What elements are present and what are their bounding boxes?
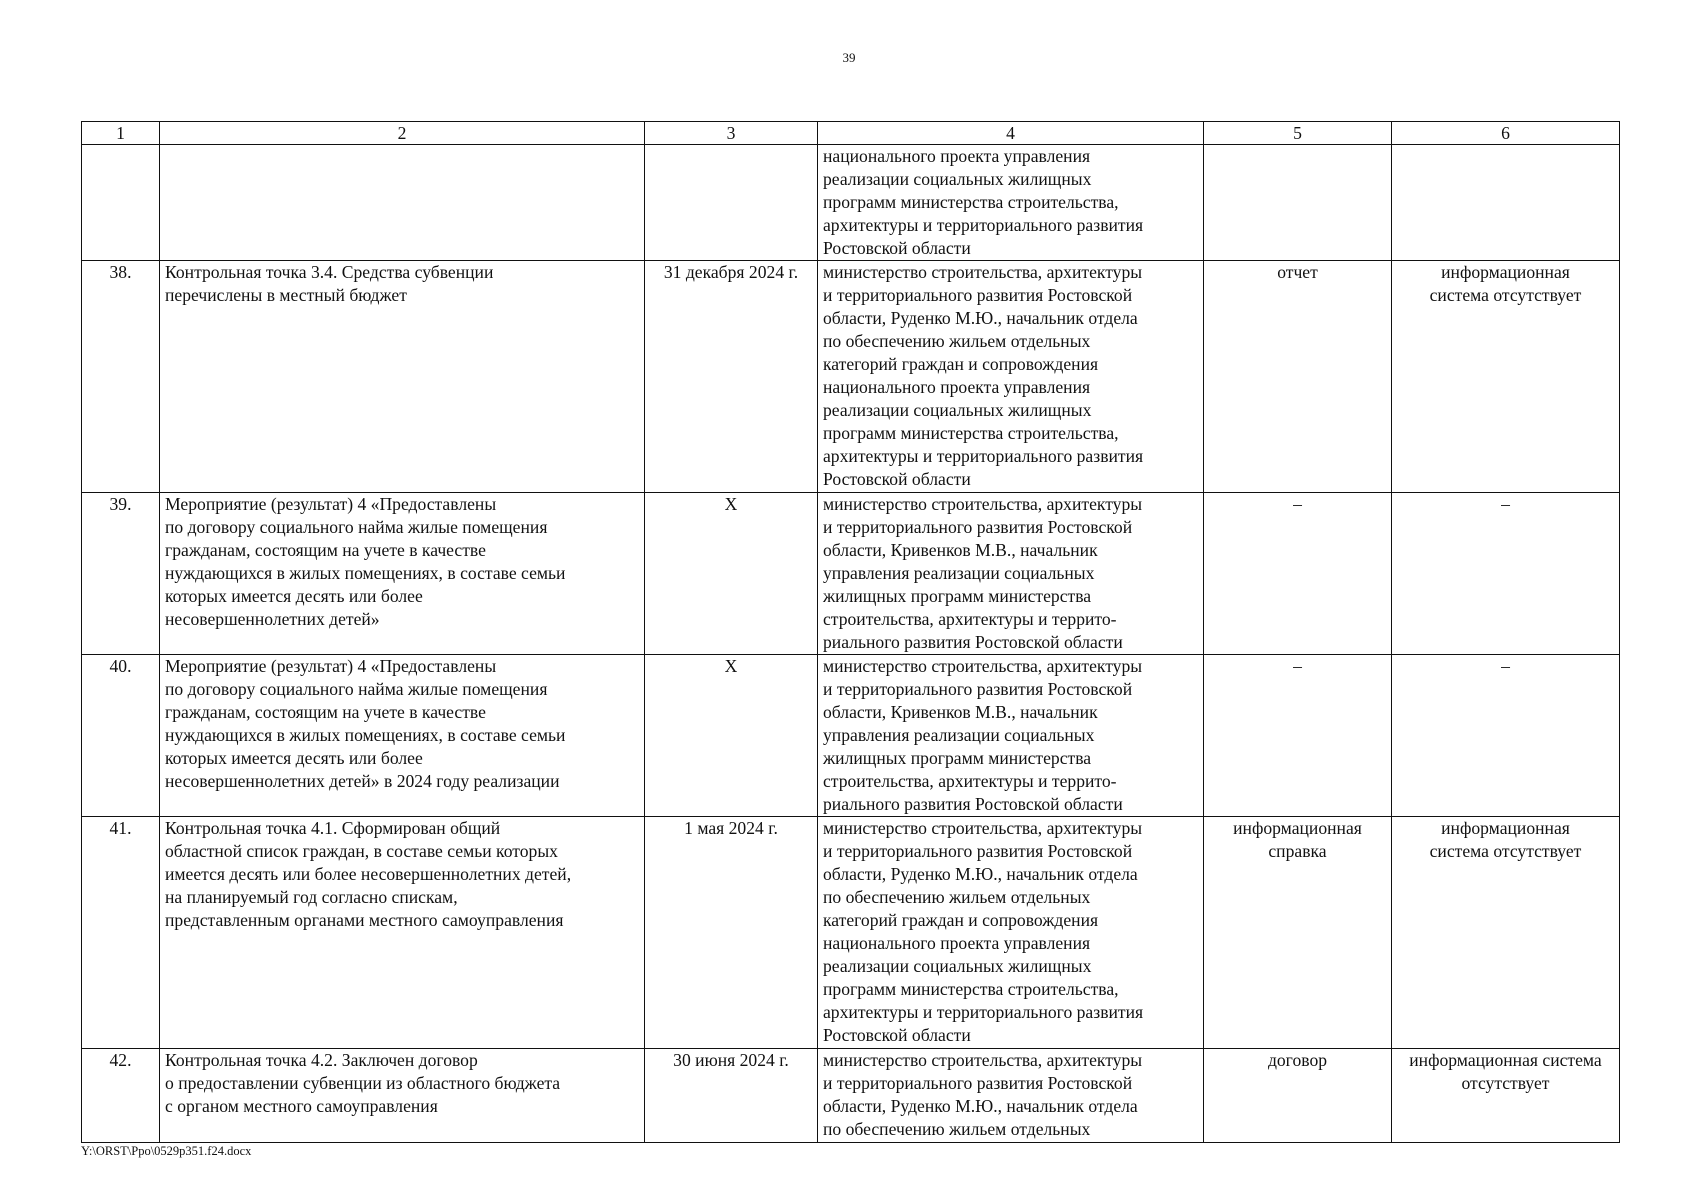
document-type xyxy=(1204,145,1392,261)
table-row xyxy=(82,261,1620,493)
information-system: – xyxy=(1392,655,1620,817)
information-system: – xyxy=(1392,493,1620,655)
column-header: 2 xyxy=(160,122,645,145)
file-path-footer: Y:\ORST\Ppo\0529p351.f24.docx xyxy=(81,1144,252,1158)
information-system: информационная система отсутствует xyxy=(1392,817,1620,1049)
row-number: 41. xyxy=(82,817,160,1049)
document-type: информационная справка xyxy=(1204,817,1392,1049)
column-header: 5 xyxy=(1204,122,1392,145)
measure-name: Мероприятие (результат) 4 «Предоставлены по договору социального найма жилые помещения гражданам, состоящим на учете в качестве нуждающихся в жилых помещениях, в составе семьи которых имеется десять или более несовершеннолетних детей» в 2024 году реализации xyxy=(160,655,645,817)
document-type: – xyxy=(1204,493,1392,655)
table-row xyxy=(82,145,1620,261)
table-row xyxy=(82,1049,1620,1143)
deadline: 31 декабря 2024 г. xyxy=(645,261,818,493)
row-number xyxy=(82,145,160,261)
deadline: X xyxy=(645,655,818,817)
table-row xyxy=(82,655,1620,817)
deadline: 30 июня 2024 г. xyxy=(645,1049,818,1143)
measure-name: Контрольная точка 3.4. Средства субвенции перечислены в местный бюджет xyxy=(160,261,645,493)
responsible: министерство строительства, архитектуры и территориального развития Ростовской области, Руденко М.Ю., начальник отдела по обеспечению жильем отдельных категорий граждан и сопровождения национального проекта управления реализации социальных жилищных программ министерства строительства, архитектуры и территориального развития Ростовской области xyxy=(818,261,1204,493)
deadline xyxy=(645,145,818,261)
row-number: 38. xyxy=(82,261,160,493)
column-header: 1 xyxy=(82,122,160,145)
document-type: – xyxy=(1204,655,1392,817)
row-number: 39. xyxy=(82,493,160,655)
deadline: X xyxy=(645,493,818,655)
table-header-row xyxy=(82,122,1620,145)
measure-name: Мероприятие (результат) 4 «Предоставлены по договору социального найма жилые помещения гражданам, состоящим на учете в качестве нуждающихся в жилых помещениях, в составе семьи которых имеется десять или более несовершеннолетних детей» xyxy=(160,493,645,655)
deadline: 1 мая 2024 г. xyxy=(645,817,818,1049)
responsible: министерство строительства, архитектуры и территориального развития Ростовской области, Руденко М.Ю., начальник отдела по обеспечению жильем отдельных xyxy=(818,1049,1204,1143)
column-header: 3 xyxy=(645,122,818,145)
measures-table xyxy=(81,121,1620,1143)
page-number: 39 xyxy=(842,50,856,65)
measure-name: Контрольная точка 4.2. Заключен договор о предоставлении субвенции из областного бюджета с органом местного самоуправления xyxy=(160,1049,645,1143)
table-row xyxy=(82,817,1620,1049)
responsible: национального проекта управления реализации социальных жилищных программ министерства строительства, архитектуры и территориального развития Ростовской области xyxy=(818,145,1204,261)
measure-name xyxy=(160,145,645,261)
measure-name: Контрольная точка 4.1. Сформирован общий областной список граждан, в составе семьи которых имеется десять или более несовершеннолетних детей, на планируемый год согласно спискам, представленным органами местного самоуправления xyxy=(160,817,645,1049)
information-system xyxy=(1392,145,1620,261)
information-system: информационная система отсутствует xyxy=(1392,261,1620,493)
responsible: министерство строительства, архитектуры и территориального развития Ростовской области, Кривенков М.В., начальник управления реализации социальных жилищных программ министерства строительства, архитектуры и террито- риального развития Ростовской области xyxy=(818,493,1204,655)
row-number: 42. xyxy=(82,1049,160,1143)
column-header: 6 xyxy=(1392,122,1620,145)
row-number: 40. xyxy=(82,655,160,817)
document-type: договор xyxy=(1204,1049,1392,1143)
document-type: отчет xyxy=(1204,261,1392,493)
information-system: информационная система отсутствует xyxy=(1392,1049,1620,1143)
table-row xyxy=(82,493,1620,655)
column-header: 4 xyxy=(818,122,1204,145)
responsible: министерство строительства, архитектуры и территориального развития Ростовской области, Кривенков М.В., начальник управления реализации социальных жилищных программ министерства строительства, архитектуры и террито- риального развития Ростовской области xyxy=(818,655,1204,817)
responsible: министерство строительства, архитектуры и территориального развития Ростовской области, Руденко М.Ю., начальник отдела по обеспечению жильем отдельных категорий граждан и сопровождения национального проекта управления реализации социальных жилищных программ министерства строительства, архитектуры и территориального развития Ростовской области xyxy=(818,817,1204,1049)
